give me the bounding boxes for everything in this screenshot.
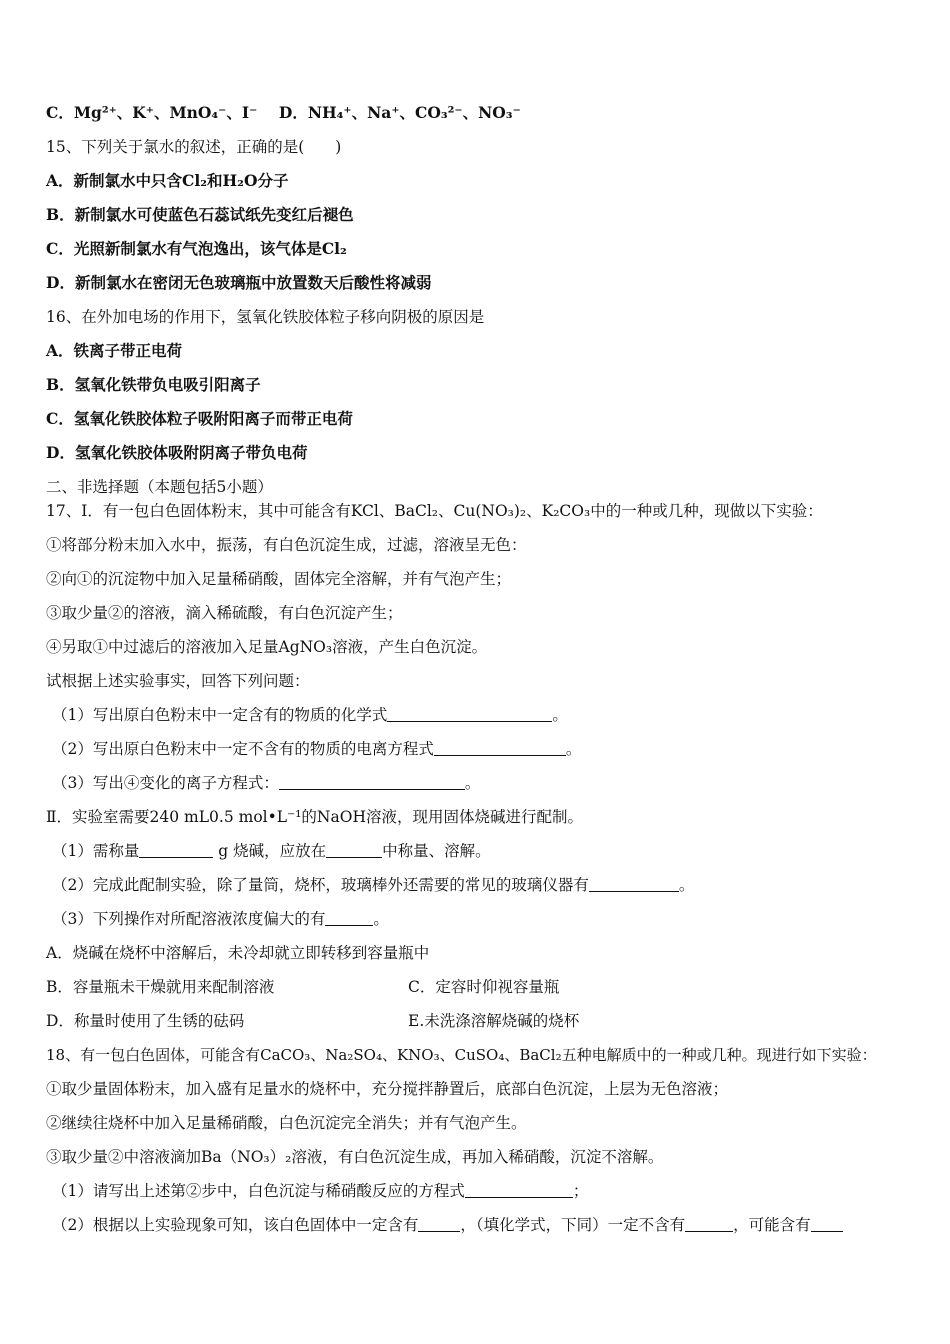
- q17-ii-1-text: （1）需称量: [52, 842, 140, 860]
- q18-step-1: ①取少量固体粉末，加入盛有足量水的烧杯中，充分搅拌静置后，底部白色沉淀，上层为无色溶液；: [46, 1080, 729, 1098]
- answer-blank[interactable]: [387, 707, 552, 722]
- q17-part-3-end: 。: [464, 774, 481, 792]
- q16-option-c: C．氢氧化铁胶体粒子吸附阳离子而带正电荷: [46, 409, 353, 428]
- q18-part-2-text: （2）根据以上实验现象可知，该白色固体中一定含有: [52, 1216, 419, 1234]
- q18-part-1: [52, 1181, 920, 1201]
- q17-option-b: B．容量瓶未干燥就用来配制溶液: [46, 978, 275, 996]
- q15-option-b: B．新制氯水可使蓝色石蕊试纸先变红后褪色: [46, 205, 354, 224]
- answer-blank[interactable]: [434, 741, 566, 756]
- q17-part-3: [52, 773, 920, 793]
- answer-blank[interactable]: [418, 1217, 460, 1232]
- q18-stem: 18、有一包白色固体，可能含有CaCO₃、Na₂SO₄、KNO₃、CuSO₄、BaCl₂五种电解质中的一种或几种。现进行如下实验：: [46, 1046, 877, 1064]
- answer-blank[interactable]: [279, 775, 465, 790]
- q17-ii-2-end: 。: [678, 876, 695, 894]
- answer-blank[interactable]: [139, 843, 213, 858]
- q17-ii-2-text: （2）完成此配制实验，除了量筒，烧杯，玻璃棒外还需要的常见的玻璃仪器有: [52, 876, 589, 894]
- q16-option-d: D．氢氧化铁胶体吸附阴离子带负电荷: [46, 443, 308, 462]
- q17-ii-1-mid: g 烧碱，应放在: [213, 842, 327, 860]
- q16-option-b: B．氢氧化铁带负电吸引阳离子: [46, 375, 261, 394]
- q17-ii-3-end: 。: [373, 910, 389, 928]
- section-heading: 二、非选择题（本题包括5小题）: [46, 478, 273, 496]
- q17-option-e: E.未洗涤溶解烧碱的烧杯: [408, 1012, 580, 1030]
- q17-part-1-end: 。: [552, 706, 568, 724]
- q17-part-1: [52, 705, 920, 725]
- q17-stem: 17、Ⅰ．有一包白色固体粉末，其中可能含有KCl、BaCl₂、Cu(NO₃)₂、K₂CO₃中的一种或几种，现做以下实验：: [46, 502, 823, 520]
- answer-blank[interactable]: [325, 911, 373, 926]
- answer-blank[interactable]: [465, 1183, 573, 1198]
- answer-blank[interactable]: [326, 843, 382, 858]
- q17-part-ii-stem: Ⅱ．实验室需要240 mL0.5 mol•L⁻¹的NaOH溶液，现用固体烧碱进行配制。: [46, 808, 583, 826]
- answer-blank[interactable]: [811, 1217, 843, 1232]
- q14-option-d: D．NH₄⁺、Na⁺、CO₃²⁻、NO₃⁻: [278, 103, 521, 122]
- q17-part-2: [52, 739, 920, 759]
- q17-ii-3-text: （3）下列操作对所配溶液浓度偏大的有: [52, 910, 326, 928]
- q18-step-2: ②继续往烧杯中加入足量稀硝酸，白色沉淀完全消失；并有气泡产生。: [46, 1114, 527, 1132]
- q15-option-c: C．光照新制氯水有气泡逸出，该气体是Cl₂: [46, 239, 347, 258]
- q18-part-1-text: （1）请写出上述第②步中，白色沉淀与稀硝酸反应的方程式: [52, 1182, 465, 1200]
- q17-part-1-text: （1）写出原白色粉末中一定含有的物质的化学式: [52, 706, 388, 724]
- q16-stem: 16、在外加电场的作用下，氢氧化铁胶体粒子移向阴极的原因是: [46, 308, 485, 326]
- q15-option-d: D．新制氯水在密闭无色玻璃瓶中放置数天后酸性将减弱: [46, 273, 432, 292]
- q14-option-c: C．Mg²⁺、K⁺、MnO₄⁻、I⁻: [46, 103, 258, 122]
- q17-ii-1: [52, 841, 920, 861]
- q14-options: [46, 103, 920, 123]
- q16-option-a: A．铁离子带正电荷: [46, 341, 183, 360]
- answer-blank[interactable]: [685, 1217, 733, 1232]
- q17-option-d: D．称量时使用了生锈的砝码: [46, 1012, 245, 1030]
- q17-step-2: ②向①的沉淀物中加入足量稀硝酸，固体完全溶解，并有气泡产生；: [46, 570, 512, 588]
- q18-part-2-end: ，可能含有: [733, 1216, 811, 1234]
- q17-prompt: 试根据上述实验事实，回答下列问题：: [46, 672, 310, 690]
- q15-option-a: A．新制氯水中只含Cl₂和H₂O分子: [46, 171, 289, 190]
- q18-step-3: ③取少量②中溶液滴加Ba（NO₃）₂溶液，有白色沉淀生成，再加入稀硝酸，沉淀不溶解。: [46, 1148, 664, 1166]
- q17-part-2-text: （2）写出原白色粉末中一定不含有的物质的电离方程式: [52, 740, 434, 758]
- q18-part-1-end: ；: [572, 1182, 589, 1200]
- q17-options-de: [46, 1011, 920, 1031]
- q17-part-2-end: 。: [565, 740, 582, 758]
- q17-step-1: ①将部分粉末加入水中，振荡，有白色沉淀生成，过滤，溶液呈无色：: [46, 536, 527, 554]
- q17-part-3-text: （3）写出④变化的离子方程式：: [52, 774, 279, 792]
- q17-ii-2: [52, 875, 920, 895]
- q17-options-bc: [46, 977, 920, 997]
- q17-ii-3: [52, 909, 920, 929]
- q17-option-a: A．烧碱在烧杯中溶解后，未冷却就立即转移到容量瓶中: [46, 944, 430, 962]
- q17-option-c: C．定容时仰视容量瓶: [408, 978, 560, 996]
- q18-part-2: [52, 1215, 920, 1235]
- q17-step-4: ④另取①中过滤后的溶液加入足量AgNO₃溶液，产生白色沉淀。: [46, 638, 488, 656]
- q17-step-3: ③取少量②的溶液，滴入稀硫酸，有白色沉淀产生；: [46, 604, 403, 622]
- q18-part-2-mid: ，（填化学式，下同）一定不含有: [460, 1216, 686, 1234]
- answer-blank[interactable]: [589, 877, 679, 892]
- q15-stem: 15、下列关于氯水的叙述，正确的是( ): [46, 138, 342, 156]
- q17-ii-1-end: 中称量、溶解。: [382, 842, 491, 860]
